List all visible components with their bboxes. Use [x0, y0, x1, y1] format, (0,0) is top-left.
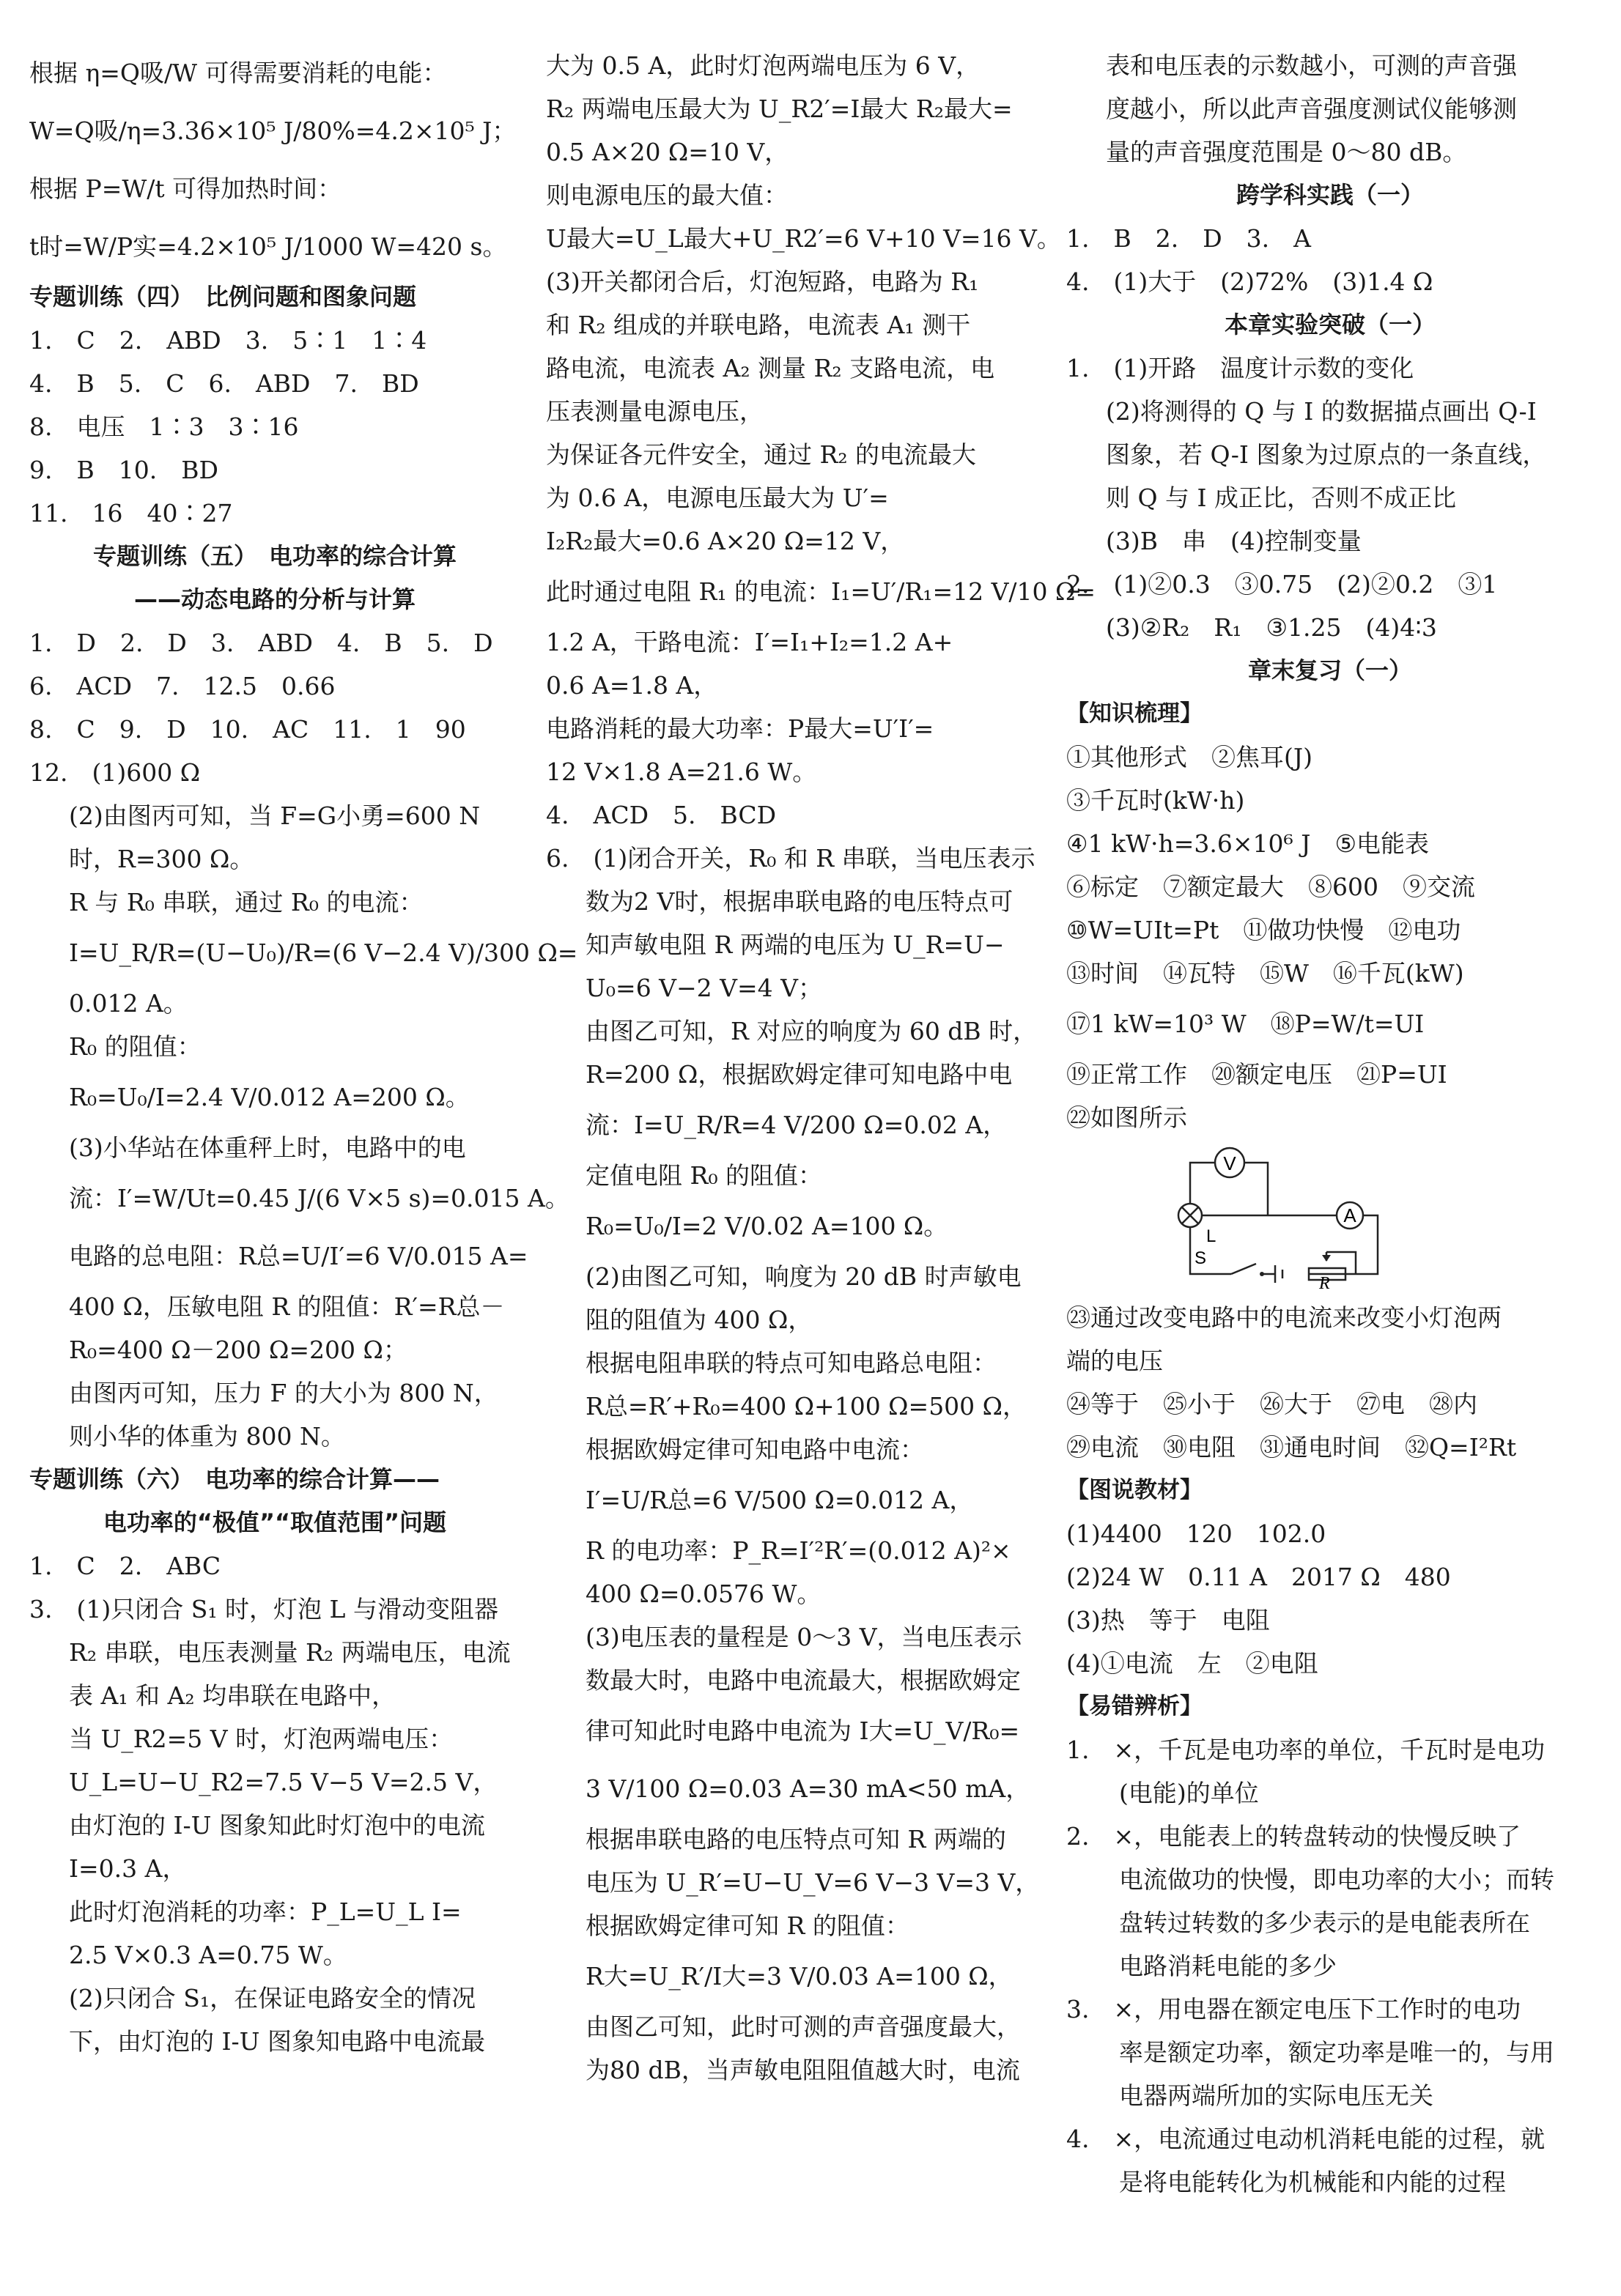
col3b-line: 率是额定功率，额定功率是唯一的，与用	[1119, 2038, 1554, 2067]
col1-line: I=U_R/R=(U−U₀)/R=(6 V−2.4 V)/300 Ω=	[69, 938, 578, 967]
col2-line: 数最大时，电路中电流最大，根据欧姆定	[586, 1666, 1021, 1695]
circuit-schematic	[1180, 1142, 1392, 1293]
voltmeter-label: V	[1223, 1152, 1236, 1174]
col3-line: ③千瓦时(kW·h)	[1066, 786, 1245, 815]
col1-line: 专题训练（六） 电功率的综合计算——	[29, 1465, 440, 1493]
column-left	[29, 44, 578, 2063]
col2-line: 0.6 A=1.8 A，	[546, 671, 718, 700]
col2-line: 根据欧姆定律可知 R 的阻值：	[586, 1911, 909, 1940]
review-part-b	[1066, 1296, 1594, 2204]
col2-line: 电路消耗的最大功率：P最大=U′I′=	[546, 714, 934, 743]
col3-line: ⑲正常工作 ⑳额定电压 ㉑P=UI	[1066, 1060, 1447, 1089]
col1-line: 专题训练（五） 电功率的综合计算	[92, 542, 457, 570]
col1-line: 流：I′=W/Ut=0.45 J/(6 V×5 s)=0.015 A。	[69, 1184, 569, 1212]
col3b-line: (4)①电流 左 ②电阻	[1066, 1649, 1318, 1678]
col3-line: 本章实验突破（一）	[1224, 311, 1436, 338]
col2-line: 压表测量电源电压，	[546, 397, 764, 426]
col1-line: 根据 η=Q吸/W 可得需要消耗的电能：	[29, 59, 447, 87]
col1-line: R₂ 串联，电压表测量 R₂ 两端电压，电流	[69, 1638, 511, 1667]
col1-line: 则小华的体重为 800 N。	[69, 1422, 345, 1451]
col3b-line: (电能)的单位	[1119, 1779, 1259, 1807]
col1-line: 12. (1)600 Ω	[29, 758, 201, 787]
col3-line: (3)B 串 (4)控制变量	[1106, 527, 1362, 555]
col3b-line: 【易错辨析】	[1066, 1693, 1203, 1719]
col2-line: 1.2 A，干路电流：I′=I₁+I₂=1.2 A+	[546, 628, 953, 656]
col3-line: 量的声音强度范围是 0～80 dB。	[1106, 138, 1467, 166]
col2-line: 定值电阻 R₀ 的阻值：	[586, 1161, 823, 1190]
col3b-line: (3)热 等于 电阻	[1066, 1606, 1270, 1634]
col3b-line: 【图说教材】	[1066, 1477, 1203, 1503]
col3b-line: ㉔等于 ㉕小于 ㉖大于 ㉗电 ㉘内	[1066, 1390, 1477, 1418]
col2-line: 路电流，电流表 A₂ 测量 R₂ 支路电流，电	[546, 354, 995, 382]
col2-line: I′=U/R总=6 V/500 Ω=0.012 A，	[586, 1486, 974, 1514]
col3-line: 1. (1)开路 温度计示数的变化	[1066, 354, 1414, 382]
col2-line: 律可知此时电路中电流为 I大=U_V/R₀=	[586, 1717, 1020, 1745]
switch-label: S	[1194, 1248, 1207, 1268]
col3-line: 4. (1)大于 (2)72% (3)1.4 Ω	[1066, 267, 1433, 296]
col2-line: (3)电压表的量程是 0～3 V，当电压表示	[586, 1623, 1022, 1651]
col3-line: ⑬时间 ⑭瓦特 ⑮W ⑯千瓦(kW)	[1066, 959, 1464, 988]
col2-line: 电压为 U_R′=U−U_V=6 V−3 V=3 V，	[586, 1868, 1040, 1897]
col3b-line: 2. ×，电能表上的转盘转动的快慢反映了	[1066, 1822, 1521, 1851]
col1-line: 400 Ω，压敏电阻 R 的阻值：R′=R总－	[69, 1292, 505, 1321]
rheostat-label: R	[1319, 1274, 1330, 1293]
col3-line: 章末复习（一）	[1247, 656, 1412, 684]
col3-line: 图象，若 Q-I 图象为过原点的一条直线，	[1106, 440, 1547, 469]
col1-line: I=0.3 A，	[69, 1854, 187, 1883]
col2-line: 400 Ω=0.0576 W。	[586, 1580, 821, 1608]
col2-line: 知声敏电阻 R 两端的电压为 U_R=U−	[586, 930, 1005, 959]
col1-line: 1. C 2. ABD 3. 5∶1 1∶4	[29, 326, 427, 355]
col2-line: (3)开关都闭合后，灯泡短路，电路为 R₁	[546, 267, 979, 296]
col1-line: 时，R=300 Ω。	[69, 845, 254, 873]
column-right	[1066, 44, 1594, 2204]
col2-line: 和 R₂ 组成的并联电路，电流表 A₁ 测干	[546, 311, 971, 339]
col1-line: 电功率的“极值”“取值范围”问题	[103, 1508, 447, 1536]
col3b-line: 电器两端所加的实际电压无关	[1119, 2081, 1433, 2110]
column-middle	[546, 44, 1096, 2092]
col2-line: 3 V/100 Ω=0.03 A=30 mA<50 mA，	[586, 1774, 1030, 1803]
col1-line: 8. C 9. D 10. AC 11. 1 90	[29, 715, 466, 744]
col3b-line: 3. ×，用电器在额定电压下工作时的电功	[1066, 1995, 1521, 2023]
col2-line: 为保证各元件安全，通过 R₂ 的电流最大	[546, 440, 977, 469]
col3b-line: 4. ×，电流通过电动机消耗电能的过程，就	[1066, 2125, 1546, 2153]
col1-line: (3)小华站在体重秤上时，电路中的电	[69, 1133, 466, 1162]
col1-line: 由灯泡的 I-U 图象知此时灯泡中的电流	[69, 1811, 485, 1840]
col2-line: 根据电阻串联的特点可知电路总电阻：	[586, 1349, 997, 1377]
review-part-a	[1066, 44, 1594, 1139]
col2-line: 根据欧姆定律可知电路中电流：	[586, 1435, 924, 1464]
col2-line: R大=U_R′/I大=3 V/0.03 A=100 Ω，	[586, 1962, 1013, 1991]
col1-line: U_L=U−U_R2=7.5 V−5 V=2.5 V，	[69, 1768, 498, 1796]
col3-line: ⑥标定 ⑦额定最大 ⑧600 ⑨交流	[1066, 873, 1475, 901]
col3-line: 则 Q 与 I 成正比，否则不成正比	[1106, 484, 1457, 512]
col1-line: ——动态电路的分析与计算	[133, 585, 416, 613]
col3-line: 跨学科实践（一）	[1236, 181, 1424, 209]
col3b-line: 盘转过转数的多少表示的是电能表所在	[1119, 1908, 1530, 1937]
col3b-line: ㉙电流 ㉚电阻 ㉛通电时间 ㉜Q=I²Rt	[1066, 1433, 1517, 1462]
col2-line: 大为 0.5 A，此时灯泡两端电压为 6 V，	[546, 51, 981, 80]
col1-line: 4. B 5. C 6. ABD 7. BD	[29, 369, 419, 398]
col2-line: R总=R′+R₀=400 Ω+100 Ω=500 Ω，	[586, 1392, 1027, 1421]
col1-line: W=Q吸/η=3.36×10⁵ J/80%=4.2×10⁵ J；	[29, 116, 517, 145]
col3-line: (2)将测得的 Q 与 I 的数据描点画出 Q-I	[1106, 397, 1537, 426]
col3-line: 1. B 2. D 3. A	[1066, 224, 1311, 253]
col3b-line: ㉓通过改变电路中的电流来改变小灯泡两	[1066, 1303, 1502, 1332]
col2-line: 0.5 A×20 Ω=10 V，	[546, 138, 789, 166]
col3b-line: 1. ×，千瓦是电功率的单位，千瓦时是电功	[1066, 1736, 1546, 1764]
col2-line: R=200 Ω，根据欧姆定律可知电路中电	[586, 1060, 1013, 1089]
col1-line: 3. (1)只闭合 S₁ 时，灯泡 L 与滑动变阻器	[29, 1595, 498, 1623]
col2-line: (2)由图乙可知，响度为 20 dB 时声敏电	[586, 1262, 1022, 1291]
col1-line: 8. 电压 1∶3 3∶16	[29, 412, 299, 441]
col1-line: 由图丙可知，压力 F 的大小为 800 N，	[69, 1379, 498, 1407]
col3-line: 度越小，所以此声音强度测试仪能够测	[1106, 95, 1517, 123]
col1-line: (2)由图丙可知，当 F=G小勇=600 N	[69, 801, 481, 830]
col1-line: 当 U_R2=5 V 时，灯泡两端电压：	[69, 1725, 454, 1753]
col2-line: 阻的阻值为 400 Ω，	[586, 1306, 813, 1334]
lamp-label: L	[1206, 1226, 1216, 1246]
col3-line: ④1 kW·h=3.6×10⁶ J ⑤电能表	[1066, 829, 1430, 858]
col1-line: t时=W/P实=4.2×10⁵ J/1000 W=420 s。	[29, 232, 507, 261]
col1-line: 9. B 10. BD	[29, 456, 218, 484]
col3-line: 表和电压表的示数越小，可测的声音强	[1106, 51, 1517, 80]
ammeter-label: A	[1343, 1204, 1356, 1226]
col1-line: 电路的总电阻：R总=U/I′=6 V/0.015 A=	[69, 1242, 528, 1270]
col3-line: ⑰1 kW=10³ W ⑱P=W/t=UI	[1066, 1010, 1425, 1038]
col1-line: (2)只闭合 S₁，在保证电路安全的情况	[69, 1984, 476, 2012]
col1-line: 根据 P=W/t 可得加热时间：	[29, 174, 342, 203]
col3b-line: (1)4400 120 102.0	[1066, 1519, 1326, 1548]
col2-line: 为 0.6 A，电源电压最大为 U′=	[546, 484, 889, 512]
col2-line: U最大=U_L最大+U_R2′=6 V+10 V=16 V。	[546, 224, 1061, 253]
col2-line: R₂ 两端电压最大为 U_R2′=I最大 R₂最大=	[546, 95, 1013, 123]
col2-line: 流：I=U_R/R=4 V/200 Ω=0.02 A，	[586, 1111, 1008, 1139]
circuit-diagram	[1066, 1142, 1594, 1293]
col1-line: 表 A₁ 和 A₂ 均串联在电路中，	[69, 1681, 396, 1710]
col3b-line: 电流做功的快慢，即电功率的大小；而转	[1119, 1865, 1554, 1894]
col2-line: 此时通过电阻 R₁ 的电流：I₁=U′/R₁=12 V/10 Ω=	[546, 577, 1096, 606]
col3b-line: 是将电能转化为机械能和内能的过程	[1119, 2168, 1506, 2196]
col1-line: 下，由灯泡的 I-U 图象知电路中电流最	[69, 2027, 485, 2056]
col1-line: 2.5 V×0.3 A=0.75 W。	[69, 1941, 347, 1969]
col3b-line: (2)24 W 0.11 A 2017 Ω 480	[1066, 1563, 1451, 1591]
col3-line: ⑩W=UIt=Pt ⑪做功快慢 ⑫电功	[1066, 916, 1461, 944]
col2-line: 4. ACD 5. BCD	[546, 801, 777, 829]
col2-line: 由图乙可知，R 对应的响度为 60 dB 时，	[586, 1017, 1038, 1045]
col2-line: R₀=U₀/I=2 V/0.02 A=100 Ω。	[586, 1212, 948, 1240]
col1-line: 此时灯泡消耗的功率：P_L=U_L I=	[69, 1897, 462, 1926]
col2-line: 由图乙可知，此时可测的声音强度最大，	[586, 2012, 1021, 2041]
col2-line: 12 V×1.8 A=21.6 W。	[546, 758, 817, 786]
col2-line: R 的电功率：P_R=I′²R′=(0.012 A)²×	[586, 1536, 1011, 1565]
col1-line: R 与 R₀ 串联，通过 R₀ 的电流：	[69, 888, 424, 916]
col2-line: 为80 dB，当声敏电阻阻值越大时，电流	[586, 2056, 1020, 2084]
col2-line: 根据串联电路的电压特点可知 R 两端的	[586, 1825, 1006, 1854]
col3b-line: 电路消耗电能的多少	[1119, 1952, 1337, 1980]
col2-line: I₂R₂最大=0.6 A×20 Ω=12 V，	[546, 527, 905, 555]
col3-line: 2. (1)②0.3 ③0.75 (2)②0.2 ③1	[1066, 570, 1498, 599]
col1-line: 0.012 A。	[69, 989, 188, 1018]
col3b-line: 端的电压	[1066, 1347, 1163, 1375]
col3-line: 【知识梳理】	[1066, 700, 1203, 727]
col2-line: U₀=6 V−2 V=4 V；	[586, 974, 822, 1002]
col3-line: (3)②R₂ R₁ ③1.25 (4)4∶3	[1106, 613, 1437, 642]
col1-line: R₀ 的阻值：	[69, 1032, 202, 1061]
col2-line: 6. (1)闭合开关，R₀ 和 R 串联，当电压表示	[546, 844, 1035, 873]
col1-line: R₀=400 Ω－200 Ω=200 Ω；	[69, 1336, 407, 1364]
col1-line: 11. 16 40∶27	[29, 499, 233, 527]
col2-line: 则电源电压的最大值：	[546, 181, 788, 210]
col1-line: 6. ACD 7. 12.5 0.66	[29, 672, 336, 700]
col1-line: R₀=U₀/I=2.4 V/0.012 A=200 Ω。	[69, 1083, 470, 1111]
col1-line: 1. D 2. D 3. ABD 4. B 5. D	[29, 629, 493, 657]
col3-line: ①其他形式 ②焦耳(J)	[1066, 743, 1312, 771]
col1-line: 1. C 2. ABC	[29, 1552, 221, 1580]
col1-line: 专题训练（四） 比例问题和图象问题	[29, 283, 417, 311]
col3-line: ㉒如图所示	[1066, 1103, 1187, 1132]
col2-line: 数为2 V时，根据串联电路的电压特点可	[586, 887, 1013, 916]
